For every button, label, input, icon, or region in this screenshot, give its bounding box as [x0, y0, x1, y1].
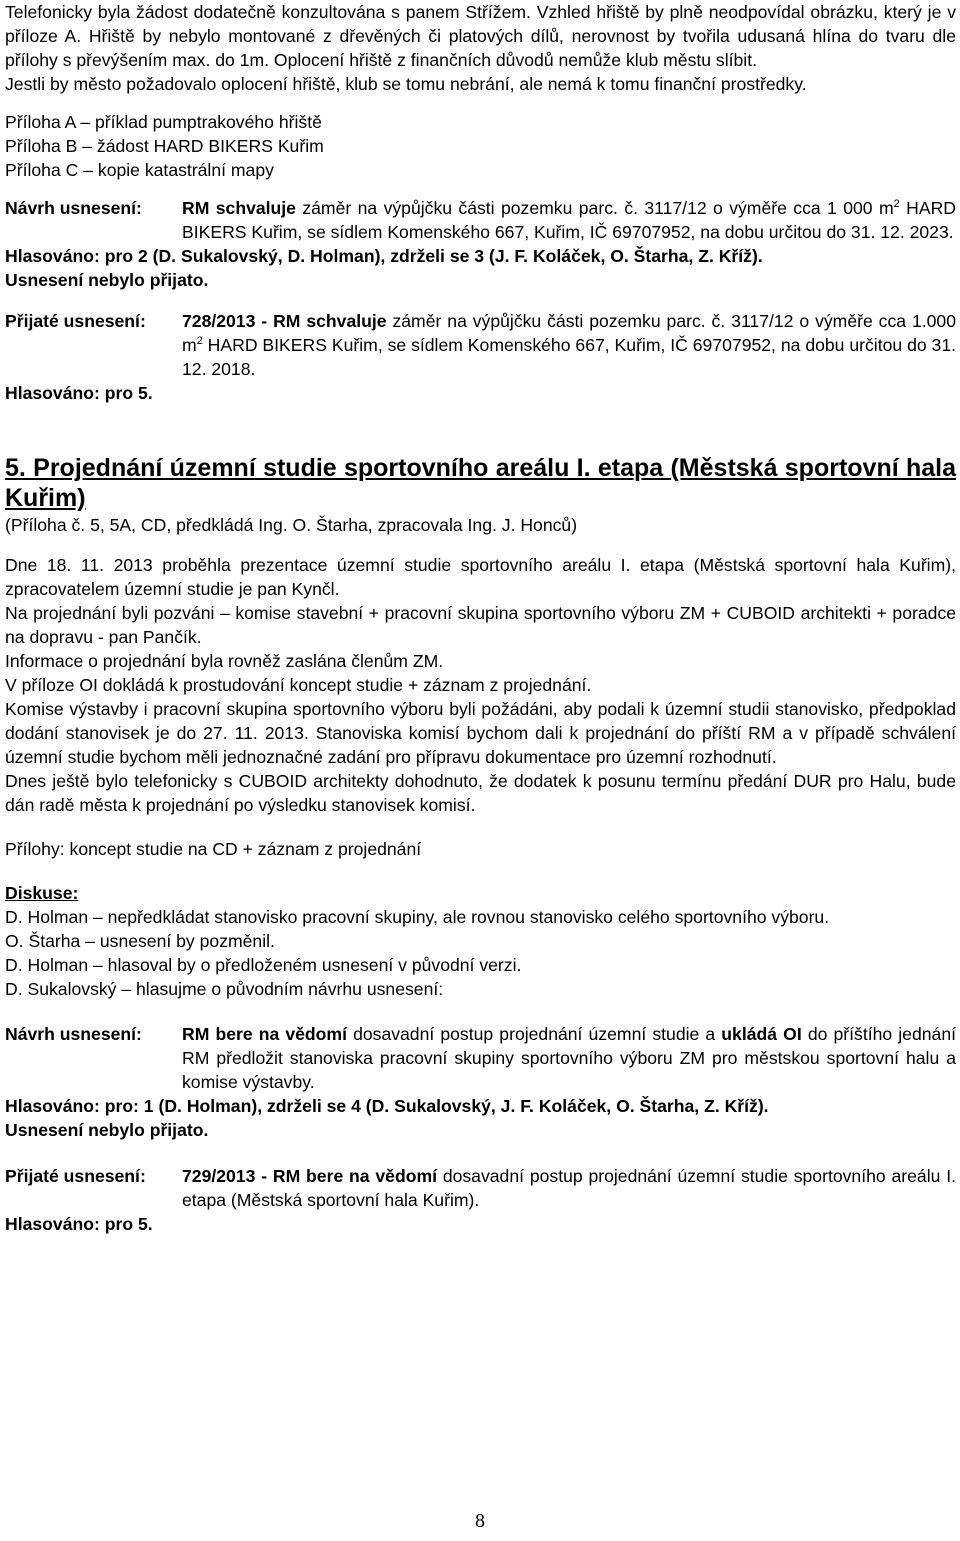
- document-page: [5, 0, 956, 1236]
- resolution-result: Usnesení nebylo přijato.: [5, 1120, 209, 1140]
- discussion-item: D. Holman – hlasoval by o předloženém usnesení v původní verzi.: [5, 955, 522, 975]
- attachment-item: Příloha C – kopie katastrální mapy: [5, 160, 274, 180]
- body-paragraph: Na projednání byli pozváni – komise stavební + pracovní skupina sportovního výboru ZM + CUBOID architekti + poradce na dopravu - pan Pančík.: [5, 603, 956, 647]
- resolution-text: RM schvaluje záměr na výpůjčku části pozemku parc. č. 3117/12 o výměře cca 1 000 $m^2$ HARD BIKERS Kuřim, se sídlem Komenského 667, Kuřim, IČ 69707952, na dobu určitou do 31. 12. 2023.: [182, 198, 956, 242]
- intro-paragraph: Telefonicky byla žádost dodatečně konzultována s panem Střížem. Vzhled hřiště by plně neodpovídal obrázku, který je v příloze A. Hřiště by nebylo montované z dřevěných či platových dílů, nerovnost by tvořila udusaná hlína do tvaru dle přílohy s převýšením max. do 1m. Oplocení hřiště z finančních důvodů nemůže klub městu slíbit.: [5, 2, 956, 70]
- vote-line: Hlasováno: pro 2 (D. Sukalovský, D. Holman), zdrželi se 3 (J. F. Koláček, O. Štarha, Z. Kříž).: [5, 246, 763, 266]
- body-paragraph: Informace o projednání byla rovněž zaslána členům ZM.: [5, 651, 444, 671]
- attachment-item: Příloha A – příklad pumptrakového hřiště: [5, 112, 322, 132]
- vote-line: Hlasováno: pro 5.: [5, 1214, 153, 1234]
- discussion-label: Diskuse:: [5, 883, 79, 903]
- vote-line: Hlasováno: pro: 1 (D. Holman), zdrželi se 4 (D. Sukalovský, J. F. Koláček, O. Štarha, Z. Kříž).: [5, 1096, 769, 1116]
- section-subtitle: (Příloha č. 5, 5A, CD, předkládá Ing. O. Štarha, zpracovala Ing. J. Honců): [5, 515, 578, 535]
- resolution-proposal: [5, 196, 956, 292]
- attachments-line: Přílohy: koncept studie na CD + záznam z projednání: [5, 839, 422, 859]
- body-paragraph: V příloze OI dokládá k prostudování koncept studie + záznam z projednání.: [5, 675, 592, 695]
- attachment-list: [5, 110, 956, 182]
- resolution-text: 728/2013 - RM schvaluje záměr na výpůjčku části pozemku parc. č. 3117/12 o výměře cca 1.000 $m^2$ HARD BIKERS Kuřim, se sídlem Komenského 667, Kuřim, IČ 69707952, na dobu určitou do 31. 12. 2018.: [182, 311, 956, 379]
- resolution-label: Přijaté usnesení:: [5, 311, 146, 331]
- vote-line: Hlasováno: pro 5.: [5, 383, 153, 403]
- discussion-item: O. Štarha – usnesení by pozměnil.: [5, 931, 275, 951]
- body-paragraph: Dnes ještě bylo telefonicky s CUBOID architekty dohodnuto, že dodatek k posunu termínu předání DUR pro Halu, bude dán radě města k projednání po výsledku stanovisek komisí.: [5, 771, 956, 815]
- resolution-label: Návrh usnesení:: [5, 1024, 142, 1044]
- attachment-item: Příloha B – žádost HARD BIKERS Kuřim: [5, 136, 324, 156]
- discussion-item: D. Sukalovský – hlasujme o původním návrhu usnesení:: [5, 979, 444, 999]
- discussion-item: D. Holman – nepředkládat stanovisko pracovní skupiny, ale rovnou stanovisko celého sportovního výboru.: [5, 907, 830, 927]
- discussion: [5, 881, 956, 1001]
- body-paragraph: Dne 18. 11. 2013 proběhla prezentace územní studie sportovního areálu I. etapa (Městská sportovní hala Kuřim), zpracovatelem územní studie je pan Kynčl.: [5, 555, 956, 599]
- body-paragraph: Komise výstavby i pracovní skupina sportovního výboru byli požádáni, aby podali k územní studii stanovisko, předpoklad dodání stanovisek je do 27. 11. 2013. Stanoviska komisí bychom dali k projednání do příští RM a v případě schválení územní studie bychom měli jednoznačné zadání pro přípravu dokumentace pro územní rozhodnutí.: [5, 699, 956, 767]
- resolution-label: Návrh usnesení:: [5, 198, 142, 218]
- resolution-label: Přijaté usnesení:: [5, 1166, 146, 1186]
- intro-paragraph: Jestli by město požadovalo oplocení hřiště, klub se tomu nebrání, ale nemá k tomu finanční prostředky.: [5, 74, 807, 94]
- resolution-text: RM bere na vědomí dosavadní postup projednání územní studie a ukládá OI do příštího jednání RM předložit stanoviska pracovní skupiny sportovního výboru ZM pro městskou sportovní halu a komise výstavby.: [182, 1024, 956, 1092]
- page-number: 8: [475, 1510, 485, 1532]
- adopted-resolution: [5, 1164, 956, 1236]
- section-heading: 5. Projednání územní studie sportovního areálu I. etapa (Městská sportovní hala Kuřim): [5, 454, 956, 512]
- section-body: [5, 553, 956, 817]
- resolution-proposal: [5, 1022, 956, 1142]
- resolution-text: 729/2013 - RM bere na vědomí dosavadní postup projednání územní studie sportovního areálu I. etapa (Městská sportovní hala Kuřim).: [182, 1166, 956, 1210]
- adopted-resolution: [5, 309, 956, 405]
- resolution-result: Usnesení nebylo přijato.: [5, 270, 209, 290]
